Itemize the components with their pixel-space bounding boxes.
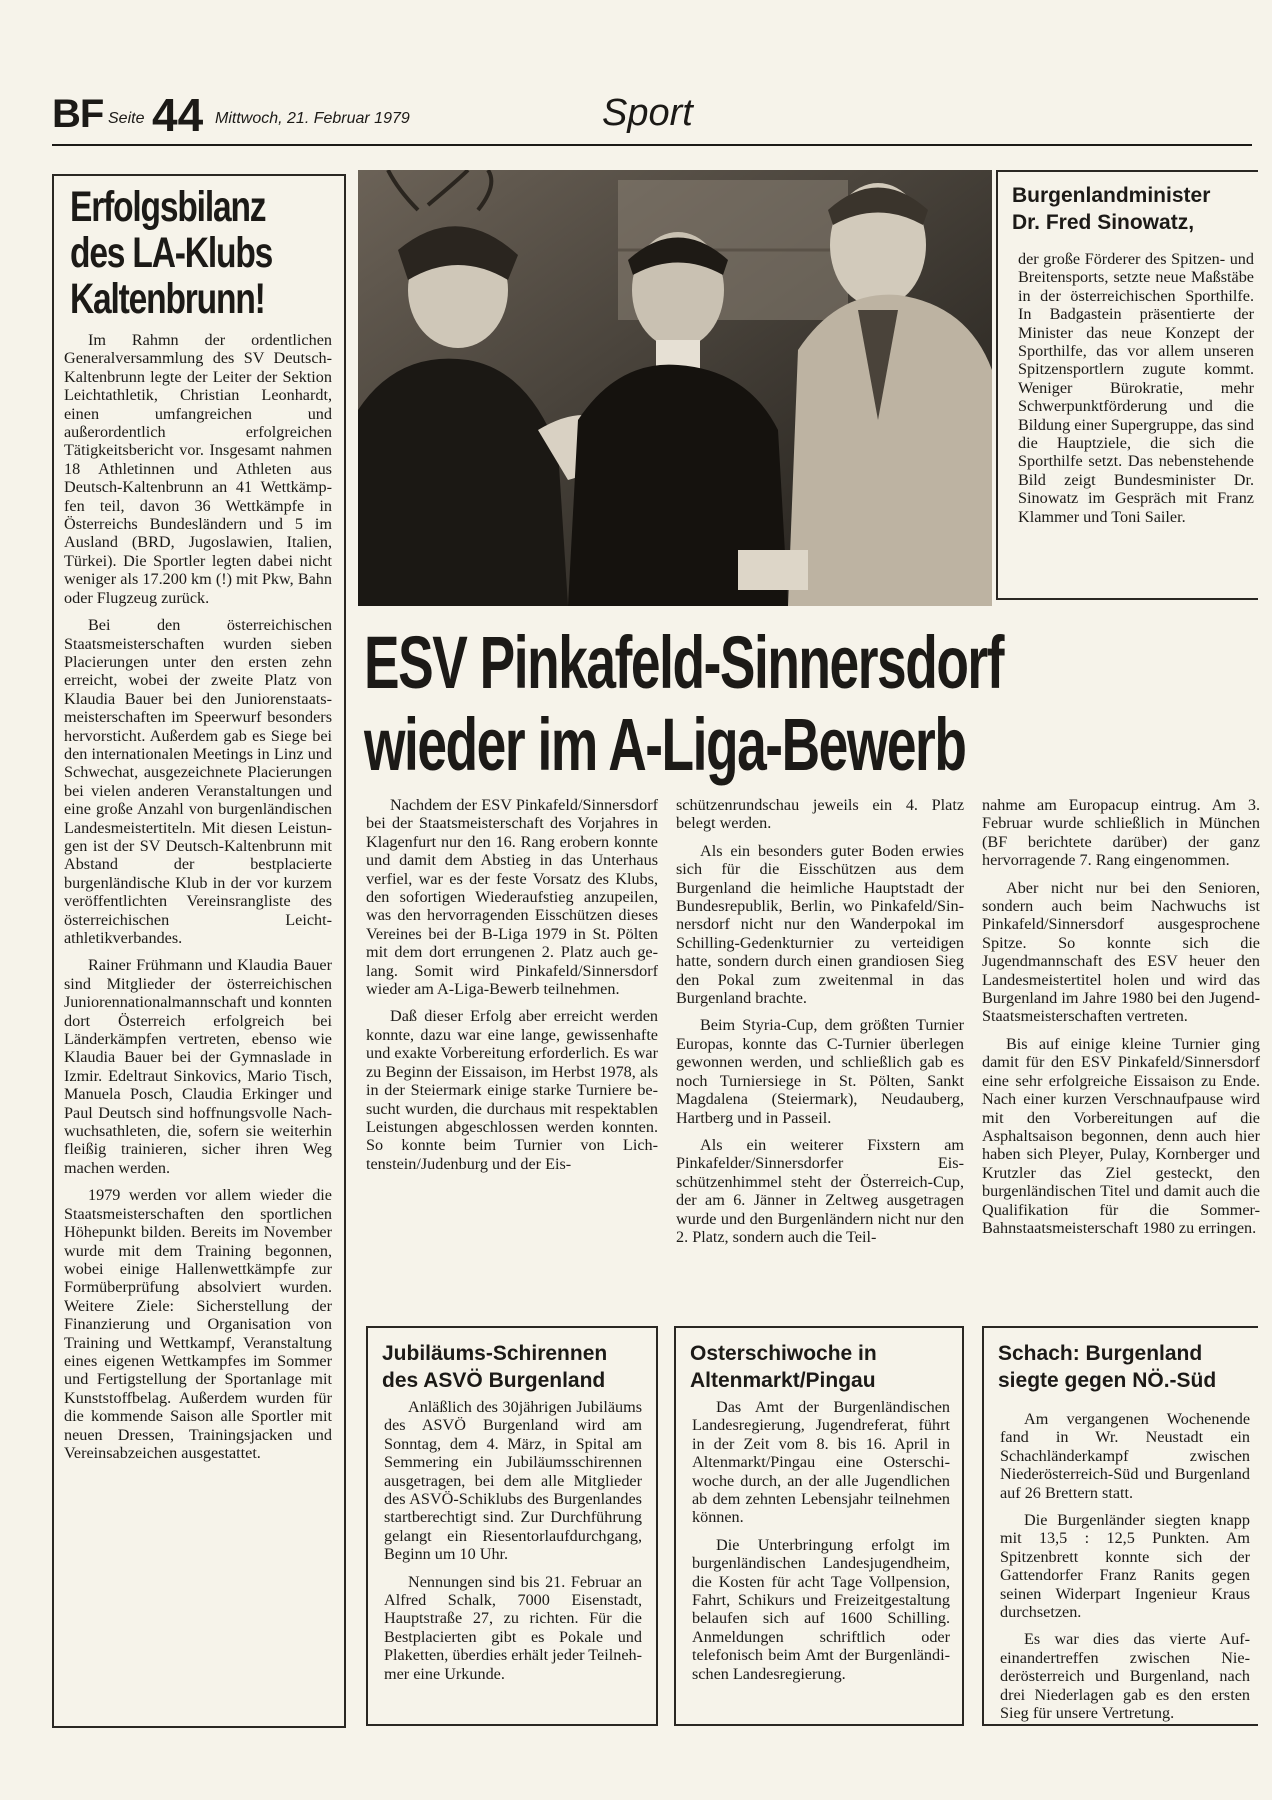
title-line: Dr. Fred Sinowatz, [1012, 211, 1195, 234]
paragraph: Bis auf einige kleine Turnier ging damit für den ESV Pinkafeld/Sinnersdorf eine sehr erfolgreiche Eissaison zu Ende. Nach einer kurzen Verschnaufpause wird mit den Vorbereitungen auf die Asphaltsaison begonnen, denn auch hier haben sich Pleyer, Pulay, Kornberger und Krutzler das Ziel gesteckt, den burgenländischen Titel und damit auch die Qualifikation für die Sommer-Bahnstaatsmeisterschaft 1980 zu erringen. [982, 1034, 1260, 1237]
photo-illustration [358, 170, 992, 606]
paragraph: Nennungen sind bis 21. Februar an Alfred Schalk, 7000 Eisenstadt, Hauptstraße 27, zu richten. Für die Bestplacierten gibt es Pokale und Plaketten, überdies erhält jeder Teilnehmer eine Urkunde. [384, 1572, 642, 1683]
minister-title [1012, 182, 1262, 236]
title-line: Altenmarkt/Pingau [690, 1369, 876, 1392]
paragraph: Aber nicht nur bei den Senioren, sondern auch beim Nachwuchs ist Pinkafeld/Sinnersdorf ausgesprochene Spitze. So konnte sich die Jugendmannschaft des ESV heuer den Landesmeistertitel holen und wird das Burgenland im Jahre 1980 bei den Jugend-Staatsmeisterschaften vertreten. [982, 878, 1260, 1026]
left-article [52, 174, 346, 1728]
headline-line: ESV Pinkafeld-Sinnersdorf [364, 621, 1004, 704]
page-number: 44 [152, 89, 204, 141]
box-text [1000, 1410, 1250, 1723]
box-text [384, 1398, 642, 1683]
paragraph: Bei den österreichischen Staatsmeisterschaften wurden sieben Placierungen unter den ersten zehn erreicht, wobei der zweite Platz von Klaudia Bauer bei den Juniorenstaatsmeisterschaften im Speerwurf besonders hervorsticht. Außerdem gab es Siege bei den internationalen Meetings in Linz und Schwechat, ausgezeichnete Placierungen bei vielen anderen Veranstaltungen und eine große Anzahl von burgenländischen Landesmeistertiteln. Mit diesen Leistungen ist der SV Deutsch-Kaltenbrunn mit Abstand der bestplacierte burgenländische Klub in der vor kurzem veröffentlichten Vereinsrangliste des österreichischen Leichtathletikverbandes. [64, 616, 332, 947]
paragraph: Anläßlich des 30jährigen Jubiläums des ASVÖ Burgenland wird am Sonntag, dem 4. März, in Spital am Semmering ein Jubiläumsschirennen ausgetragen, bei dem alle Mitglieder des ASVÖ-Schiklubs des Burgenlandes startberechtigt sind. Zur Durchführung gelangt ein Riesentorlaufdurchgang, Beginn um 10 Uhr. [384, 1398, 642, 1564]
page-header [52, 88, 1252, 140]
main-article-column-2 [676, 796, 964, 1246]
title-line: Burgenlandminister [1012, 184, 1211, 207]
page-label: Seite [108, 110, 145, 127]
box-title [690, 1340, 960, 1394]
title-line: Schach: Burgenland [998, 1342, 1203, 1365]
paragraph: Die Unterbringung erfolgt im burgenländischen Landesjugendheim, die Kosten für acht Tage Vollpension, Fahrt, Schikurs und Freizeitgestaltung belaufen sich auf 1600 Schilling. Anmeldungen schriftlich oder telefonisch beim Amt der Burgenländischen Landesregierung. [692, 1535, 950, 1683]
press-photo [358, 170, 992, 606]
paragraph: Das Amt der Burgenländischen Landesregierung, Jugendreferat, führt in der Zeit vom 8. bis 16. April in Altenmarkt/Pingau eine Osterschiwoche durch, an der alle Jugendlichen ab dem zehnten Lebensjahr teilnehmen können. [692, 1398, 950, 1527]
paragraph: Am vergangenen Wochenende fand in Wr. Neustadt ein Schachländerkampf zwischen Niederösterreich-Süd und Burgenland auf 26 Brettern statt. [1000, 1410, 1250, 1502]
box-title [382, 1340, 652, 1394]
left-article-body [64, 331, 332, 1462]
easter-ski-week-box [674, 1326, 964, 1726]
minister-text [1018, 250, 1254, 526]
paragraph: Es war dies das vierte Aufeinandertreffen zwischen Niederösterreich und Burgenland, nach drei Niederlagen gab es den ersten Sieg für unsere Vertretung. [1000, 1630, 1250, 1723]
paragraph: schützenrundschau jeweils ein 4. Platz belegt werden. [676, 796, 964, 833]
main-article-column-1 [366, 796, 658, 1173]
paragraph: Im Rahmn der ordentlichen Generalversammlung des SV Deutsch-Kaltenbrunn legte der Leiter der Sektion Leichtathletik, Christian Leonhardt, einen umfangreichen und außerordentlich erfolgreichen Tätigkeitsbericht vor. Insgesamt nahmen 18 Athletinnen und Athleten aus Deutsch-Kaltenbrunn an 41 Wettkämpfen teil, davon 36 Wettkämpfe in Österreichs Bundesländern und 5 im Ausland (BRD, Jugoslawien, Italien, Türkei). Die Sportler legten dabei nicht weniger als 17.200 km (!) mit Pkw, Bahn oder Flugzeug zurück. [64, 331, 332, 607]
newspaper-logo: BF [52, 92, 104, 136]
section-title: Sport [602, 92, 693, 134]
paragraph: 1979 werden vor allem wieder die Staatsmeisterschaften den sportlichen Höhepunkt bilden. Bereits im November wurde mit dem Training begonnen, wobei einige Hallenwettkämpfe zur Formüberprüfung absolviert wurden. Weitere Ziele: Sicherstellung der Finanzierung und Organisation von Training und Wettkampf, Veranstaltung eines eigenen Wettkampfes im Sommer und Fertigstellung der Sportanlage mit Kunststoffbelag. Außerdem wurden für die kommende Saison alle Sportler mit neuen Dressen, Trainingsjacken und Vereinsabzeichen ausgestattet. [64, 1186, 332, 1462]
headline-line: wieder im A-Liga-Bewerb [364, 703, 966, 786]
paragraph: Beim Styria-Cup, dem größten Turnier Europas, konnte das C-Turnier überlegen gewonnen werden, und schließlich gab es noch Turniersiege in St. Pölten, Sankt Magdalena (Steiermark), Neudauberg, Hartberg und in Passeil. [676, 1016, 964, 1127]
paragraph: Daß dieser Erfolg aber erreicht werden konnte, dazu war eine lange, gewissenhafte und exakte Vorbereitung erforderlich. Es war zu Beginn der Eissaison, im Herbst 1978, als in der Steiermark einige starke Turniere besucht wurden, die durchaus mit respektablen Leistungen abgeschlossen werden konnten. So konnte beim Turnier von Lichtenstein/Judenburg und der Eis- [366, 1007, 658, 1173]
title-line: Kaltenbrunn! [70, 275, 265, 323]
main-headline [364, 622, 1003, 786]
title-line: Erfolgsbilanz [70, 183, 266, 231]
title-line: des LA-Klubs [70, 229, 273, 277]
paragraph: Rainer Frühmann und Klaudia Bauer sind Mitglieder der österreichischen Juniorennationalmannschaft und konnten dort Österreich erfolgreich bei Länderkämpfen vertreten, ebenso wie Klaudia Bauer bei der Gymnaslade in Izmir. Edeltraut Sinkovics, Mario Tisch, Manuela Posch, Claudia Erkinger und Paul Deutsch sind hoffnungsvolle Nachwuchsathleten, die, sofern sie weiterhin fleißig trainieren, sicher ihren Weg machen werden. [64, 956, 332, 1177]
paragraph: Nachdem der ESV Pinkafeld/Sinnersdorf bei der Staatsmeisterschaft des Vorjahres in Klagenfurt nur den 16. Rang erobern konnte und damit dem Abstieg in das Unterhaus verfiel, war es der feste Vorsatz des Klubs, den sofortigen Wiederaufstieg anzupeilen, was den hervorragenden Eisschützen dieses Vereines bei der B-Liga 1979 in St. Pölten mit dem dort errungenen 2. Platz auch gelang. Somit wird Pinkafeld/Sinnersdorf wieder am A-Liga-Bewerb teilnehmen. [366, 796, 658, 999]
paragraph: nahme am Europacup eintrug. Am 3. Februar wurde schließlich in München (BF berichtete darüber) der ganz hervorragende 7. Rang eingenommen. [982, 796, 1260, 870]
paragraph: Die Burgenländer siegten knapp mit 13,5 : 12,5 Punkten. Am Spitzenbrett konnte sich der Gattendorfer Franz Ranits gegen seinen Widerpart Ingenieur Kraus durchsetzen. [1000, 1511, 1250, 1622]
paragraph: der große Förderer des Spitzen- und Breitensports, setzte neue Maßstäbe in der österreichischen Sporthilfe. In Badgastein präsentierte der Minister das neue Konzept der Sporthilfe, das vor allem unseren Spitzensportlern zugute kommt. Weniger Bürokratie, mehr Schwerpunktförderung und die Bildung einer Supergruppe, das sind die Hauptziele, die sich die Sporthilfe setzt. Das nebenstehende Bild zeigt Bundesminister Dr. Sinowatz im Gespräch mit Franz Klammer und Toni Sailer. [1018, 250, 1254, 526]
chess-box [982, 1326, 1258, 1726]
main-article-column-3 [982, 796, 1260, 1237]
paragraph: Als ein weiterer Fixstern am Pinkafelder/Sinnersdorfer Eisschützenhimmel steht der Österreich-Cup, der am 6. Jänner in Zeltweg ausgetragen wurde und den Burgenländern nicht nur den 2. Platz, sondern auch die Teil- [676, 1135, 964, 1246]
issue-date: Mittwoch, 21. Februar 1979 [215, 110, 410, 127]
minister-sidebar [996, 170, 1258, 600]
paragraph: Als ein besonders guter Boden erwies sich für die Eisschützen aus dem Burgenland die heimliche Hauptstadt der Bundesrepublik, Berlin, wo Pinkafeld/Sinnersdorf nicht nur den Wanderpokal im Schilling-Gedenkturnier zu verteidigen hatte, sondern durch einen grandiosen Sieg den Pokal zum zweitenmal in das Burgenland brachte. [676, 841, 964, 1008]
title-line: Osterschiwoche in [690, 1342, 877, 1365]
title-line: des ASVÖ Burgenland [382, 1369, 606, 1392]
box-text [692, 1398, 950, 1683]
box-title [998, 1340, 1268, 1394]
left-article-title [70, 184, 276, 322]
header-rule [52, 144, 1252, 146]
title-line: Jubiläums-Schirennen [382, 1342, 608, 1365]
ski-race-box [366, 1326, 658, 1726]
title-line: siegte gegen NÖ.-Süd [998, 1369, 1217, 1392]
